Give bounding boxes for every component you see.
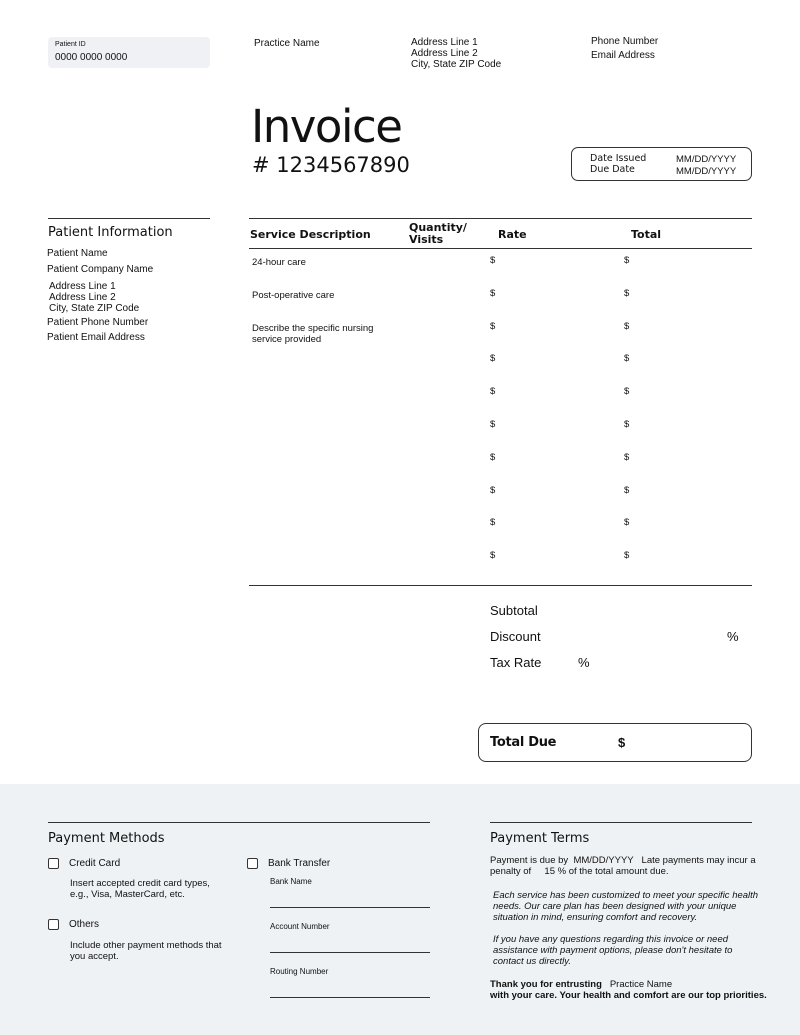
row-rate: $ [490, 386, 496, 397]
tax-rate-unit: % [578, 655, 590, 670]
row-rate: $ [490, 452, 496, 463]
row-rate: $ [490, 288, 496, 299]
row-total: $ [624, 353, 630, 364]
credit-card-desc-line2: e.g., Visa, MasterCard, etc. [70, 889, 185, 900]
patient-info-divider [48, 218, 210, 219]
total-due-currency: $ [618, 735, 626, 750]
bank-name-label: Bank Name [270, 877, 312, 886]
credit-card-checkbox[interactable] [48, 858, 59, 869]
thanks-prefix: Thank you for entrusting [490, 979, 602, 990]
col-header-description: Service Description [250, 228, 371, 241]
row-total: $ [624, 288, 630, 299]
row-description [252, 290, 334, 301]
total-due-label: Total Due [490, 735, 557, 750]
row-total: $ [624, 255, 630, 266]
account-number-field[interactable] [270, 952, 430, 953]
total-due-box [478, 723, 752, 762]
row-description [252, 257, 306, 268]
patient-id-value: 0000 0000 0000 [55, 52, 128, 63]
others-description [70, 940, 222, 962]
others-desc-line2: you accept. [70, 951, 119, 962]
patient-city-state-zip: City, State ZIP Code [49, 303, 140, 314]
due-date-value: MM/DD/YYYY [676, 166, 737, 177]
payment-terms-title: Payment Terms [490, 831, 590, 846]
bank-name-field[interactable] [270, 907, 430, 908]
patient-name: Patient Name [47, 248, 108, 259]
others-label: Others [69, 919, 100, 930]
credit-card-description [70, 878, 210, 900]
routing-number-label: Routing Number [270, 967, 329, 976]
practice-address [411, 37, 501, 70]
patient-company: Patient Company Name [47, 264, 154, 275]
terms-para2-line1: If you have any questions regarding this invoice or need [493, 934, 729, 945]
row-description-line1: Describe the specific nursing [252, 323, 374, 334]
row-description-line1: 24-hour care [252, 257, 306, 268]
payment-methods-divider [48, 822, 430, 823]
penalty-value: 15 [544, 866, 555, 877]
bank-transfer-checkbox[interactable] [247, 858, 258, 869]
table-header-rule [249, 248, 752, 249]
late-payment-text: Late payments may incur a [641, 855, 756, 866]
row-total: $ [624, 550, 630, 561]
patient-id-label: Patient ID [55, 41, 86, 48]
terms-para1-line2: needs. Our care plan has been designed with your unique [493, 901, 737, 912]
thanks-practice-name: Practice Name [609, 979, 673, 990]
patient-id-box [48, 37, 210, 68]
thanks-line-2: with your care. Your health and comfort are our top priorities. [490, 990, 767, 1001]
penalty-line [490, 866, 669, 877]
patient-address-line2: Address Line 2 [49, 292, 116, 303]
payment-due-line [490, 855, 756, 866]
terms-para1-line1: Each service has been customized to meet your specific health [493, 890, 759, 901]
col-header-total: Total [631, 228, 662, 241]
payment-terms-divider [490, 822, 752, 823]
discount-label: Discount [490, 629, 541, 644]
practice-contact [591, 36, 658, 61]
table-bottom-rule [249, 585, 752, 586]
patient-address-line1: Address Line 1 [49, 281, 116, 292]
row-description [252, 323, 373, 345]
tax-rate-label: Tax Rate [490, 655, 542, 670]
due-date-label: Due Date [590, 164, 635, 175]
row-rate: $ [490, 485, 496, 496]
account-number-label: Account Number [270, 922, 330, 931]
practice-phone: Phone Number [591, 36, 659, 47]
row-rate: $ [490, 419, 496, 430]
row-rate: $ [490, 321, 496, 332]
date-issued-value: MM/DD/YYYY [676, 154, 737, 165]
penalty-suffix: % of the total amount due. [557, 866, 669, 877]
row-rate: $ [490, 353, 496, 364]
practice-address-line2: Address Line 2 [411, 48, 478, 59]
routing-number-field[interactable] [270, 997, 430, 998]
penalty-prefix: penalty of [490, 866, 532, 877]
dates-box [571, 147, 752, 181]
row-total: $ [624, 419, 630, 430]
terms-paragraph-2 [493, 934, 732, 967]
practice-city-state-zip: City, State ZIP Code [411, 59, 502, 70]
row-description-line2: service provided [252, 334, 322, 345]
row-total: $ [624, 517, 630, 528]
col-header-quantity-line1: Quantity/ [409, 221, 467, 234]
date-issued-label: Date Issued [590, 153, 647, 164]
row-rate: $ [490, 550, 496, 561]
row-total: $ [624, 386, 630, 397]
row-total: $ [624, 485, 630, 496]
credit-card-label: Credit Card [69, 858, 121, 869]
row-description-line1: Post-operative care [252, 290, 335, 301]
subtotal-label: Subtotal [490, 603, 538, 618]
patient-email: Patient Email Address [47, 332, 145, 343]
terms-para2-line2: assistance with payment options, please don't hesitate to [493, 945, 733, 956]
practice-name: Practice Name [254, 38, 320, 49]
practice-email: Email Address [591, 50, 655, 61]
col-header-rate: Rate [498, 228, 527, 241]
payment-due-prefix: Payment is due by [490, 855, 569, 866]
patient-info-title: Patient Information [48, 225, 173, 240]
row-total: $ [624, 321, 630, 332]
col-header-quantity-line2: Visits [409, 233, 444, 246]
invoice-number: # 1234567890 [252, 153, 410, 177]
row-total: $ [624, 452, 630, 463]
col-header-quantity [409, 222, 467, 246]
bank-transfer-label: Bank Transfer [268, 858, 331, 869]
patient-phone: Patient Phone Number [47, 317, 149, 328]
invoice-title: Invoice [251, 100, 402, 153]
others-checkbox[interactable] [48, 919, 59, 930]
terms-para1-line3: situation in mind, ensuring comfort and recovery. [493, 912, 698, 923]
row-rate: $ [490, 517, 496, 528]
payment-due-date: MM/DD/YYYY [573, 855, 634, 866]
row-rate: $ [490, 255, 496, 266]
discount-unit: % [727, 629, 739, 644]
credit-card-desc-line1: Insert accepted credit card types, [70, 878, 210, 889]
terms-paragraph-1 [493, 890, 758, 923]
payment-methods-title: Payment Methods [48, 831, 165, 846]
practice-address-line1: Address Line 1 [411, 37, 478, 48]
terms-para2-line3: contact us directly. [493, 956, 571, 967]
patient-address [49, 281, 139, 314]
thanks-line-1 [490, 979, 672, 990]
table-top-rule [249, 218, 752, 219]
others-desc-line1: Include other payment methods that [70, 940, 222, 951]
